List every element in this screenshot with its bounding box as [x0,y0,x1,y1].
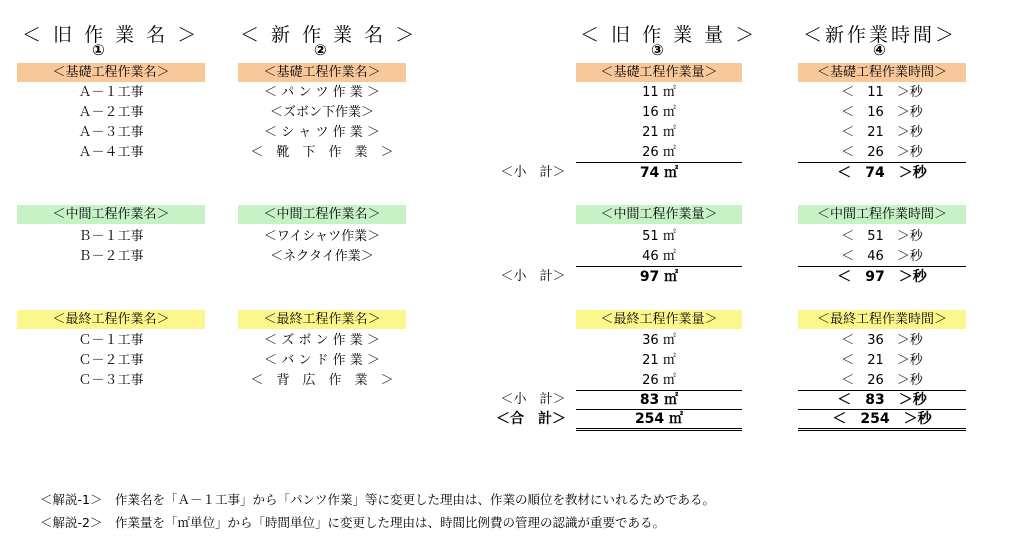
new-name-cell: ＜ シ ャ ツ 作 業 ＞ [264,125,380,140]
subtotal-time: ＜ 97 ＞秒 [837,269,927,285]
time-cell: ＜ 36 ＞秒 [841,333,923,348]
section-label-new-name: ＜中間工程作業名＞ [238,205,406,224]
new-name-cell: ＜ワイシャツ作業＞ [263,229,381,244]
col-number-4: ④ [873,41,886,59]
col-number-3: ③ [651,41,664,59]
time-cell: ＜ 51 ＞秒 [841,229,923,244]
section-label-qty: ＜中間工程作業量＞ [576,205,742,224]
qty-cell: 21 ㎡ [642,125,676,140]
header-old-name: ＜ 旧 作 業 名 ＞ [22,24,200,46]
note-2: ＜解説-2＞ 作業量を「㎡単位」から「時間単位」に変更した理由は、時間比例費の管理の認識が重要である。 [40,515,665,530]
qty-cell: 26 ㎡ [576,144,742,163]
header-new-name: ＜ 新 作 業 名 ＞ [240,24,418,46]
new-name-cell: ＜ バ ン ド 作 業 ＞ [264,353,380,368]
section-label-new-name: ＜最終工程作業名＞ [238,310,406,329]
qty-cell: 16 ㎡ [642,105,676,120]
subtotal-time: ＜ 83 ＞秒 [798,391,966,410]
col-number-2: ② [314,41,327,59]
note-1: ＜解説-1＞ 作業名を「Ａ－１工事」から「パンツ作業」等に変更した理由は、作業の順位を教材にいれるためである。 [40,492,715,507]
subtotal-label: ＜小 計＞ [500,165,566,180]
subtotal-qty: 83 ㎡ [576,391,742,410]
new-name-cell: ＜ネクタイ作業＞ [270,249,374,264]
time-cell: ＜ 26 ＞秒 [798,372,966,391]
time-cell: ＜ 11 ＞秒 [841,85,923,100]
subtotal-qty: 74 ㎡ [639,165,679,181]
time-cell: ＜ 26 ＞秒 [798,144,966,163]
old-name-cell: Ｂ－２工事 [78,249,144,264]
qty-cell: 26 ㎡ [576,372,742,391]
time-cell: ＜ 46 ＞秒 [798,248,966,267]
section-label-time: ＜中間工程作業時間＞ [798,205,966,224]
grand-total-label: ＜合 計＞ [496,411,566,427]
section-label-old-name: ＜中間工程作業名＞ [17,205,205,224]
old-name-cell: Ａ－４工事 [78,145,144,160]
section-label-qty: ＜基礎工程作業量＞ [576,63,742,82]
new-name-cell: ＜ 靴 下 作 業 ＞ [250,145,394,160]
section-label-new-name: ＜基礎工程作業名＞ [238,63,406,82]
time-cell: ＜ 16 ＞秒 [841,105,923,120]
new-name-cell: ＜ パ ン ツ 作 業 ＞ [264,85,380,100]
section-label-qty: ＜最終工程作業量＞ [576,310,742,329]
new-name-cell: ＜ 背 広 作 業 ＞ [250,373,394,388]
grand-total-time: ＜ 254 ＞秒 [798,409,966,431]
section-label-old-name: ＜基礎工程作業名＞ [17,63,205,82]
col-number-1: ① [92,41,105,59]
subtotal-time: ＜ 74 ＞秒 [837,165,927,181]
subtotal-qty: 97 ㎡ [639,269,679,285]
subtotal-label: ＜小 計＞ [500,269,566,284]
header-old-qty: ＜ 旧 作 業 量 ＞ [580,24,758,46]
time-cell: ＜ 21 ＞秒 [841,353,923,368]
section-label-time: ＜最終工程作業時間＞ [798,310,966,329]
qty-cell: 36 ㎡ [642,333,676,348]
section-label-time: ＜基礎工程作業時間＞ [798,63,966,82]
old-name-cell: Ｃ－２工事 [78,353,144,368]
qty-cell: 51 ㎡ [642,229,676,244]
old-name-cell: Ａ－１工事 [78,85,144,100]
new-name-cell: ＜ズボン下作業＞ [269,105,374,120]
subtotal-label: ＜小 計＞ [500,392,566,407]
old-name-cell: Ａ－３工事 [78,125,144,140]
section-label-old-name: ＜最終工程作業名＞ [17,310,205,329]
grand-total-qty: 254 ㎡ [576,409,742,431]
old-name-cell: Ｂ－１工事 [78,229,144,244]
old-name-cell: Ａ－２工事 [78,105,144,120]
qty-cell: 46 ㎡ [576,248,742,267]
time-cell: ＜ 21 ＞秒 [841,125,923,140]
new-name-cell: ＜ ズ ボ ン 作 業 ＞ [264,333,380,348]
old-name-cell: Ｃ－３工事 [78,373,144,388]
qty-cell: 21 ㎡ [642,353,676,368]
old-name-cell: Ｃ－１工事 [78,333,144,348]
qty-cell: 11 ㎡ [642,85,676,100]
header-new-time: ＜新作業時間＞ [803,24,958,46]
